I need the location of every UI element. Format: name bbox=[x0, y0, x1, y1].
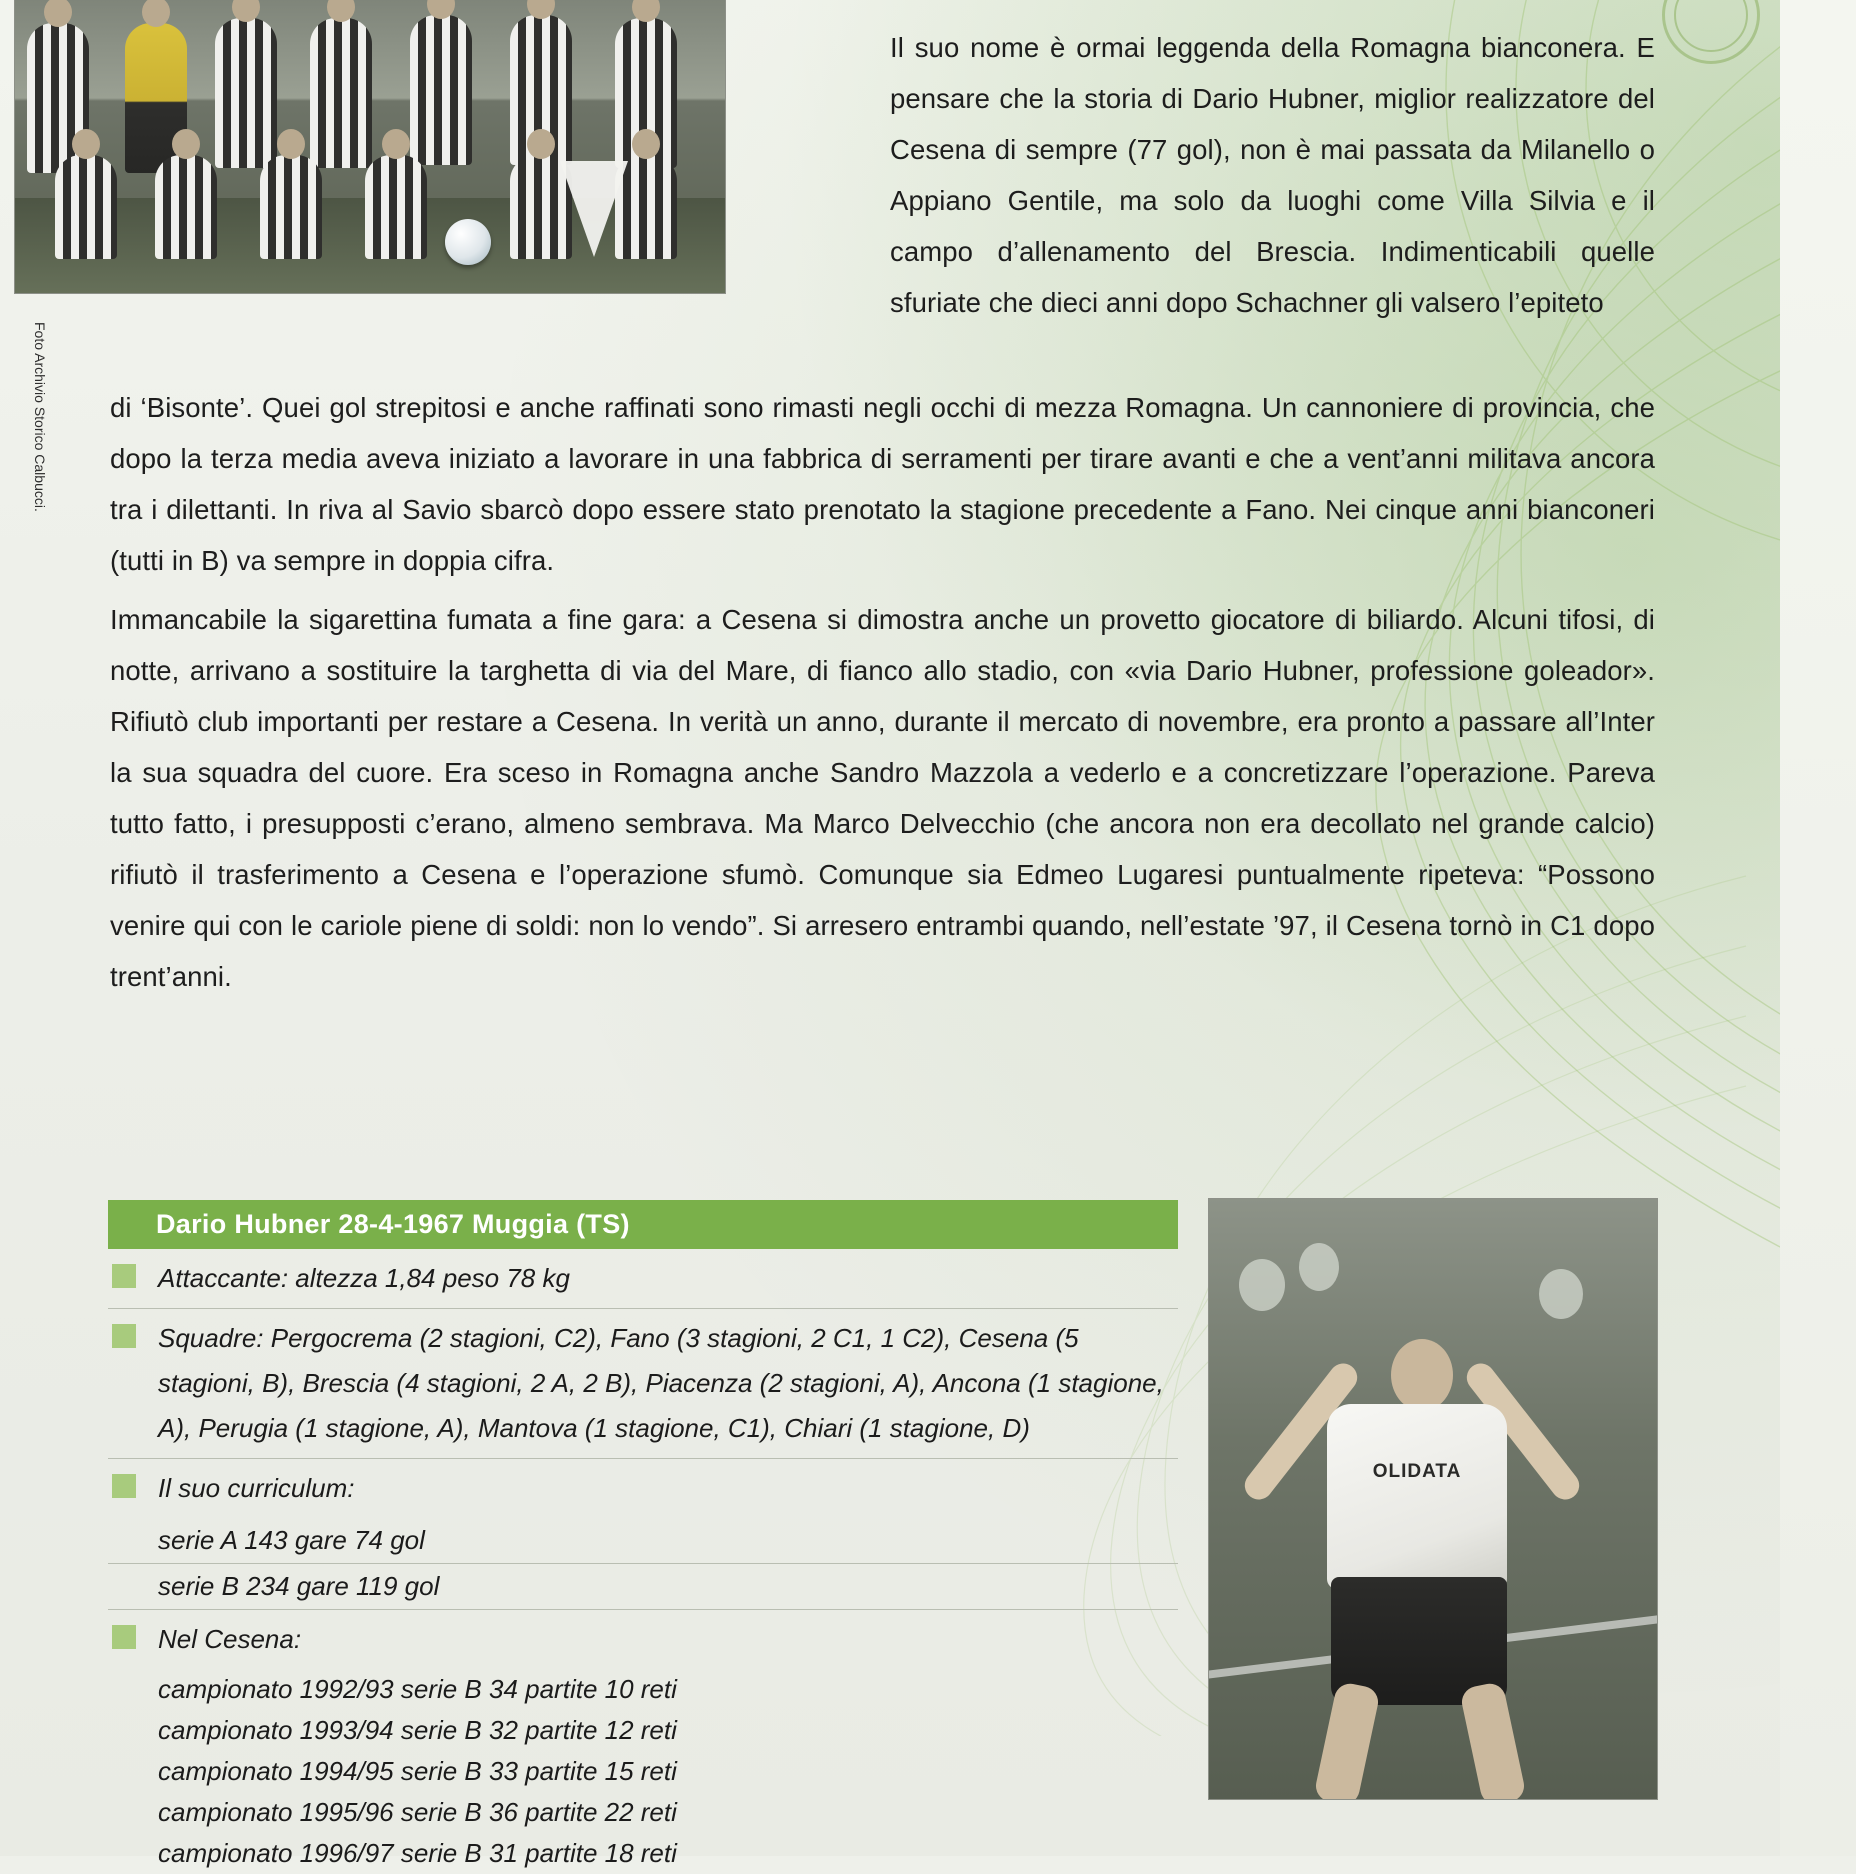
factbox-season-list bbox=[108, 1669, 1178, 1874]
factbox-teams-row bbox=[108, 1309, 1178, 1459]
player-shirt bbox=[1327, 1404, 1507, 1589]
factbox-serie-b: serie B 234 gare 119 gol bbox=[108, 1564, 1178, 1610]
pennant-icon bbox=[560, 161, 628, 257]
article-paragraph-1: di ‘Bisonte’. Quei gol strepitosi e anche raffinati sono rimasti negli occhi di mezza Romagna. Un cannoniere di provincia, che dopo la terza media aveva iniziato a lavorare in una fabbrica di serramenti per tirare avanti e che a vent’anni militava ancora tra i dilettanti. In riva al Savio sbarcò dopo essere stato prenotato la stagione precedente a Fano. Nei cinque anni bianconeri (tutti in B) va sempre in doppia cifra. bbox=[110, 392, 1655, 576]
factbox-role: Attaccante: altezza 1,84 peso 78 kg bbox=[158, 1263, 570, 1293]
player-head bbox=[1391, 1339, 1453, 1411]
season-row: campionato 1992/93 serie B 34 partite 10 reti bbox=[158, 1674, 677, 1704]
season-row: campionato 1996/97 serie B 31 partite 18 reti bbox=[158, 1838, 677, 1868]
right-side-strip bbox=[1780, 0, 1856, 1856]
article-body bbox=[110, 382, 1655, 1002]
factbox-curriculum-label: Il suo curriculum: bbox=[158, 1473, 355, 1503]
factbox-serie-a: serie A 143 gare 74 gol bbox=[108, 1518, 1178, 1564]
factbox-curriculum-row bbox=[108, 1459, 1178, 1518]
bullet-square-icon bbox=[112, 1264, 136, 1288]
article-lead-paragraph: Il suo nome è ormai leggenda della Romagna bianconera. E pensare che la storia di Dario Hubner, miglior realizzatore del Cesena di sempre (77 gol), non è mai passata da Milanello o Appiano Gentile, ma solo da luoghi come Villa Silvia e il campo d’allenamento del Brescia. Indimenticabili quelle sfuriate che dieci anni dopo Schachner gli valsero l’epiteto bbox=[890, 32, 1655, 318]
factbox-cesena-label: Nel Cesena: bbox=[158, 1624, 302, 1654]
player-factbox bbox=[108, 1200, 1178, 1874]
bullet-square-icon bbox=[112, 1625, 136, 1649]
season-row: campionato 1995/96 serie B 36 partite 22 reti bbox=[158, 1797, 677, 1827]
circular-logo-icon bbox=[1662, 0, 1760, 64]
season-row: campionato 1993/94 serie B 32 partite 12 reti bbox=[158, 1715, 677, 1745]
bullet-square-icon bbox=[112, 1474, 136, 1498]
factbox-role-row bbox=[108, 1249, 1178, 1309]
bullet-square-icon bbox=[112, 1324, 136, 1348]
factbox-cesena-row bbox=[108, 1610, 1178, 1669]
player-action-photo bbox=[1208, 1198, 1658, 1800]
photo-credit: Foto Archivio Storico Calbucci. bbox=[32, 322, 48, 512]
season-row: campionato 1994/95 serie B 33 partite 15 reti bbox=[158, 1756, 677, 1786]
article-paragraph-2: Immancabile la sigarettina fumata a fine gara: a Cesena si dimostra anche un provetto giocatore di biliardo. Alcuni tifosi, di notte, arrivano a sostituire la targhetta di via del Mare, di fianco allo stadio, con «via Dario Hubner, professione goleador». Rifiutò club importanti per restare a Cesena. In verità un anno, durante il mercato di novembre, era pronto a passare all’Inter la sua squadra del cuore. Era sceso in Romagna anche Sandro Mazzola a vederlo e a concretizzare l’operazione. Pareva tutto fatto, i presupposti c’erano, almeno sembrava. Ma Marco Delvecchio (che ancora non era decollato nel grande calcio) rifiutò il trasferimento a Cesena e l’operazione sfumò. Comunque sia Edmeo Lugaresi puntualmente ripeteva: “Possono venire qui con le cariole piene di soldi: non lo vendo”. Si arresero entrambi quando, nell’estate ’97, il Cesena tornò in C1 dopo trent’anni. bbox=[110, 604, 1655, 992]
team-photo bbox=[14, 0, 726, 294]
factbox-teams: Squadre: Pergocrema (2 stagioni, C2), Fano (3 stagioni, 2 C1, 1 C2), Cesena (5 stagioni, B), Brescia (4 stagioni, 2 A, 2 B), Piacenza (2 stagioni, A), Ancona (1 stagione, A), Perugia (1 stagione, A), Mantova (1 stagione, C1), Chiari (1 stagione, D) bbox=[158, 1323, 1164, 1443]
factbox-title: Dario Hubner 28-4-1967 Muggia (TS) bbox=[108, 1200, 1178, 1249]
shirt-sponsor-text: OLIDATA bbox=[1372, 1461, 1462, 1482]
football-icon bbox=[445, 219, 491, 265]
